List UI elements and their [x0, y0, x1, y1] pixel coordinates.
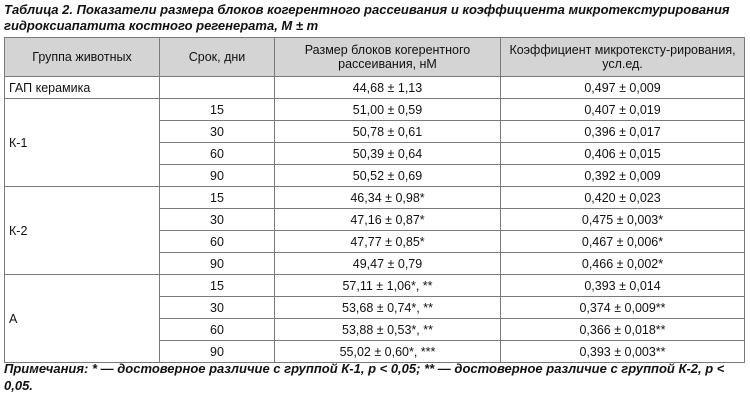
coef-cell: 0,393 ± 0,003** — [501, 341, 745, 363]
table-row — [5, 187, 745, 209]
header-group: Группа животных — [5, 38, 160, 77]
coef-cell: 0,475 ± 0,003* — [501, 209, 745, 231]
term-cell — [160, 77, 275, 99]
term-cell: 90 — [160, 341, 275, 363]
size-cell: 47,16 ± 0,87* — [275, 209, 501, 231]
size-cell: 46,34 ± 0,98* — [275, 187, 501, 209]
coef-cell: 0,393 ± 0,014 — [501, 275, 745, 297]
term-cell: 30 — [160, 209, 275, 231]
term-cell: 90 — [160, 165, 275, 187]
header-size: Размер блоков когерентного рассеивания, нМ — [275, 38, 501, 77]
size-cell: 55,02 ± 0,60*, *** — [275, 341, 501, 363]
table-row — [5, 99, 745, 121]
table-row — [5, 275, 745, 297]
term-cell: 15 — [160, 99, 275, 121]
group-cell: А — [5, 275, 160, 363]
table-body — [5, 77, 745, 363]
coef-cell: 0,406 ± 0,015 — [501, 143, 745, 165]
term-cell: 15 — [160, 275, 275, 297]
header-coef: Коэффициент микротексту-рирования, усл.ед. — [501, 38, 745, 77]
coef-cell: 0,497 ± 0,009 — [501, 77, 745, 99]
header-term: Срок, дни — [160, 38, 275, 77]
group-cell: К-2 — [5, 187, 160, 275]
term-cell: 15 — [160, 187, 275, 209]
coef-cell: 0,392 ± 0,009 — [501, 165, 745, 187]
term-cell: 30 — [160, 297, 275, 319]
size-cell: 57,11 ± 1,06*, ** — [275, 275, 501, 297]
group-cell: ГАП керамика — [5, 77, 160, 99]
coef-cell: 0,396 ± 0,017 — [501, 121, 745, 143]
coef-cell: 0,466 ± 0,002* — [501, 253, 745, 275]
term-cell: 30 — [160, 121, 275, 143]
table-row — [5, 77, 745, 99]
header-row — [5, 38, 745, 77]
table-caption: Таблица 2. Показатели размера блоков когерентного рассеивания и коэффициента микротекстурирования гидроксиапатита костного регенерата, M ± m — [4, 2, 730, 33]
data-table — [4, 37, 745, 363]
term-cell: 60 — [160, 319, 275, 341]
size-cell: 53,88 ± 0,53*, ** — [275, 319, 501, 341]
term-cell: 60 — [160, 231, 275, 253]
size-cell: 50,52 ± 0,69 — [275, 165, 501, 187]
coef-cell: 0,467 ± 0,006* — [501, 231, 745, 253]
term-cell: 90 — [160, 253, 275, 275]
table-note: Примечания: * — достоверное различие с группой К-1, p < 0,05; ** — достоверное различие с группой К-2, p < 0,05. — [4, 361, 725, 393]
size-cell: 50,78 ± 0,61 — [275, 121, 501, 143]
coef-cell: 0,366 ± 0,018** — [501, 319, 745, 341]
size-cell: 53,68 ± 0,74*, ** — [275, 297, 501, 319]
size-cell: 47,77 ± 0,85* — [275, 231, 501, 253]
group-cell: К-1 — [5, 99, 160, 187]
size-cell: 44,68 ± 1,13 — [275, 77, 501, 99]
size-cell: 50,39 ± 0,64 — [275, 143, 501, 165]
coef-cell: 0,420 ± 0,023 — [501, 187, 745, 209]
coef-cell: 0,374 ± 0,009** — [501, 297, 745, 319]
size-cell: 49,47 ± 0,79 — [275, 253, 501, 275]
coef-cell: 0,407 ± 0,019 — [501, 99, 745, 121]
size-cell: 51,00 ± 0,59 — [275, 99, 501, 121]
term-cell: 60 — [160, 143, 275, 165]
